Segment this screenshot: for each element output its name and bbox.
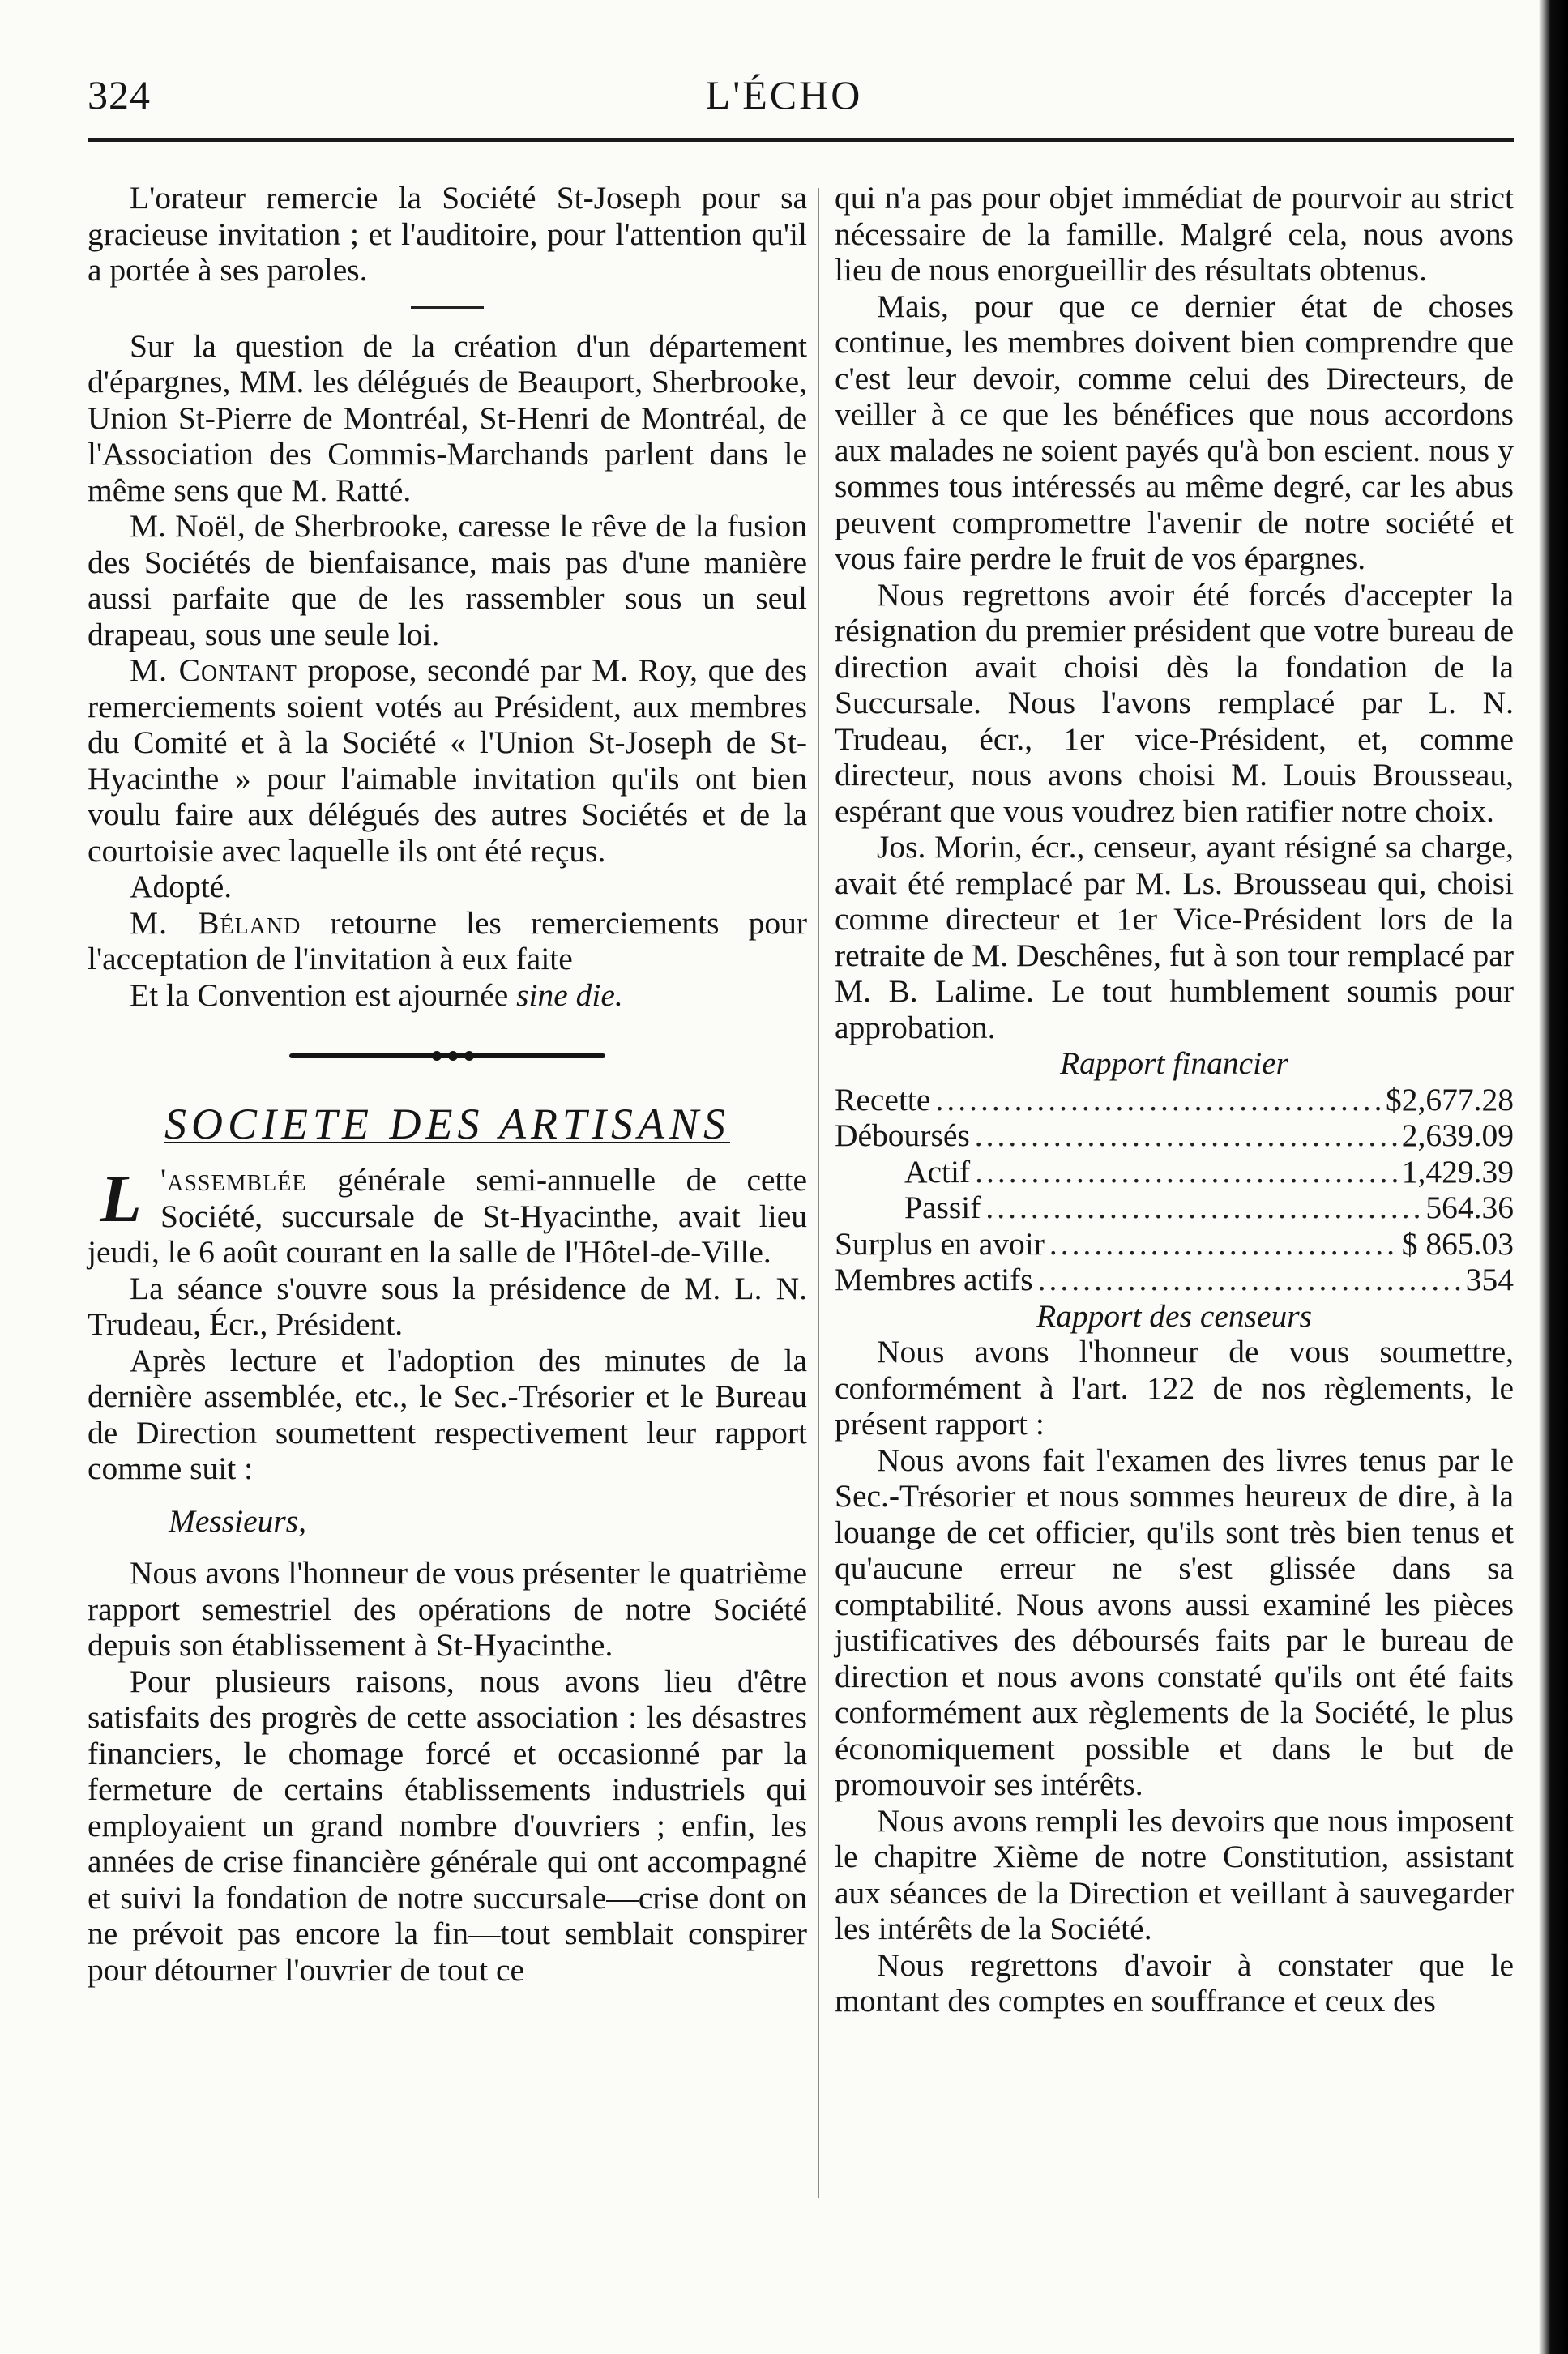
paragraph-text: Et la Convention est ajournée	[130, 976, 517, 1013]
row-value: $ 865.03	[1401, 1225, 1514, 1262]
left-column	[88, 180, 807, 1988]
paragraph-text: générale semi-annuelle de cette Société, succursale de St-Hyacinthe, avait lieu jeudi, le 6 août courant en la salle de l'Hôtel-de-Ville.	[88, 1162, 807, 1270]
speaker-name: M. Contant	[130, 652, 297, 688]
paragraph: Après lecture et l'adoption des minutes de la dernière assemblée, etc., le Sec.-Trésorier et le Bureau de Direction soumettent respectivement leur rapport comme suit :	[88, 1342, 807, 1486]
salutation: Messieurs,	[169, 1502, 307, 1539]
paragraph-text: retourne les remerciements pour l'acceptation de l'invitation à eux faite	[88, 904, 807, 976]
financial-row	[835, 1154, 1514, 1190]
row-label: Déboursés	[835, 1117, 970, 1153]
page-header	[0, 49, 1568, 122]
latin-phrase: sine die.	[516, 976, 623, 1013]
row-label: Membres actifs	[835, 1262, 1033, 1297]
running-title: L'ÉCHO	[705, 72, 863, 117]
paragraph: Sur la question de la création d'un département d'épargnes, MM. les délégués de Beauport, Sherbrooke, Union St-Pierre de Montréal, St-Henri de Montréal, de l'Association des Commis-Marchands parlent dans le même sens que M. Ratté.	[88, 327, 807, 508]
financial-row	[835, 1190, 1514, 1226]
row-value: 1,429.39	[1401, 1153, 1514, 1190]
paragraph: La séance s'ouvre sous la présidence de M. L. N. Trudeau, Écr., Président.	[88, 1270, 807, 1342]
separator-rule	[411, 306, 484, 309]
drop-cap: L	[100, 1161, 142, 1237]
financial-table	[835, 1082, 1514, 1298]
paragraph	[88, 652, 807, 869]
ornament-divider-icon	[289, 1044, 605, 1068]
paragraph: Adopté.	[130, 869, 233, 904]
row-value: $2,677.28	[1386, 1081, 1514, 1117]
paragraph-text: propose, secondé par M. Roy, que des remerciements soient votés au Président, aux membres du Comité et à la Société « l'Union St-Joseph de St-Hyacinthe » pour l'aimable invitation qu'ils ont bien voulu faire aux délégués des autres Sociétés et de la courtoisie avec laquelle ils ont été reçus.	[88, 652, 807, 869]
speaker-name: M. Béland	[130, 904, 301, 941]
row-value: 564.36	[1425, 1190, 1514, 1225]
header-rule	[88, 138, 1514, 142]
paragraph: Nous avons l'honneur de vous présenter le quatrième rapport semestriel des opérations de notre Société depuis son établissement à St-Hyacinthe.	[88, 1555, 807, 1663]
column-divider	[818, 188, 819, 2198]
row-value: 354	[1465, 1262, 1514, 1297]
right-column	[835, 180, 1514, 2019]
financial-row	[835, 1082, 1514, 1118]
paragraph: qui n'a pas pour objet immédiat de pourvoir au strict nécessaire de la famille. Malgré cela, nous avons lieu de nous enorgueillir des résultats obtenus.	[835, 180, 1514, 288]
scan-edge-shadow	[1539, 0, 1568, 2354]
paragraph: Nous avons l'honneur de vous soumettre, conformément à l'art. 122 de nos règlements, le présent rapport :	[835, 1334, 1514, 1442]
small-caps-word: 'assemblée	[160, 1162, 307, 1198]
paragraph: L'orateur remercie la Société St-Joseph pour sa gracieuse invitation ; et l'auditoire, pour l'attention qu'il a portée à ses paroles.	[88, 180, 807, 288]
paragraph	[88, 905, 807, 977]
financial-row	[835, 1226, 1514, 1262]
paragraph	[88, 977, 807, 1014]
row-value: 2,639.09	[1401, 1117, 1514, 1153]
row-label: Passif	[904, 1190, 981, 1225]
financial-row	[835, 1262, 1514, 1298]
financial-report-heading: Rapport financier	[1060, 1045, 1288, 1081]
paragraph: Pour plusieurs raisons, nous avons lieu d'être satisfaits des progrès de cette association : les désastres financiers, le chomage forcé et occasionné par la fermeture de certains établissements industriels qui employaient un grand nombre d'ouvriers ; enfin, les années de crise financière générale qui ont accompagné et suivi la fondation de notre succursale—crise dont on ne prévoit pas encore la fin—tout semblait conspirer pour détourner l'ouvrier de tout ce	[88, 1663, 807, 1988]
paragraph: Nous regrettons d'avoir à constater que le montant des comptes en souffrance et ceux des	[835, 1946, 1514, 2019]
censors-report-heading: Rapport des censeurs	[1036, 1297, 1313, 1334]
paragraph: M. Noël, de Sherbrooke, caresse le rêve de la fusion des Sociétés de bienfaisance, mais pas d'une manière aussi parfaite que de les rassembler sous un seul drapeau, sous une seule loi.	[88, 508, 807, 652]
paragraph: Mais, pour que ce dernier état de choses continue, les membres doivent bien comprendre que c'est leur devoir, comme celui des Directeurs, de veiller à ce que les bénéfices que nous accordons aux malades ne soient payés qu'à bon escient. nous y sommes tous intéressés au même degré, car les abus peuvent compromettre l'avenir de notre société et vous faire perdre le fruit de vos épargnes.	[835, 288, 1514, 576]
paragraph: Nous avons rempli les devoirs que nous imposent le chapitre Xième de notre Constitution, assistant aux séances de la Direction et veillant à sauvegarder les intérêts de la Société.	[835, 1802, 1514, 1946]
row-label: Surplus en avoir	[835, 1225, 1045, 1262]
row-label: Recette	[835, 1081, 931, 1117]
paragraph: Nous avons fait l'examen des livres tenus par le Sec.-Trésorier et nous sommes heureux de dire, à la louange de cet officier, qu'ils sont très bien tenus et qu'aucune erreur ne s'est glissée dans sa comptabilité. Nous avons aussi examiné les pièces justificatives des déboursés faits par le bureau de direction et nous avons constaté qu'ils ont été faits conformément aux règlements de la Société, le plus économiquement possible et dans le but de promouvoir ses intérêts.	[835, 1442, 1514, 1802]
paragraph: Jos. Morin, écr., censeur, ayant résigné sa charge, avait été remplacé par M. Ls. Brousseau qui, choisi comme directeur et 1er Vice-Président lors de la retraite de M. Deschênes, fut à son tour remplacé par M. B. Lalime. Le tout humblement soumis pour approbation.	[835, 829, 1514, 1045]
section-title: SOCIETE DES ARTISANS	[164, 1100, 730, 1148]
page-number: 324	[88, 72, 151, 117]
paragraph: Nous regrettons avoir été forcés d'accepter la résignation du premier président que votre bureau de direction avait choisi dès la fondation de la Succursale. Nous l'avons remplacé par L. N. Trudeau, écr., 1er vice-Président, et, comme directeur, nous avons choisi M. Louis Brousseau, espérant que vous voudrez bien ratifier notre choix.	[835, 576, 1514, 829]
financial-row	[835, 1117, 1514, 1154]
row-label: Actif	[904, 1153, 971, 1190]
paragraph	[88, 1162, 807, 1271]
